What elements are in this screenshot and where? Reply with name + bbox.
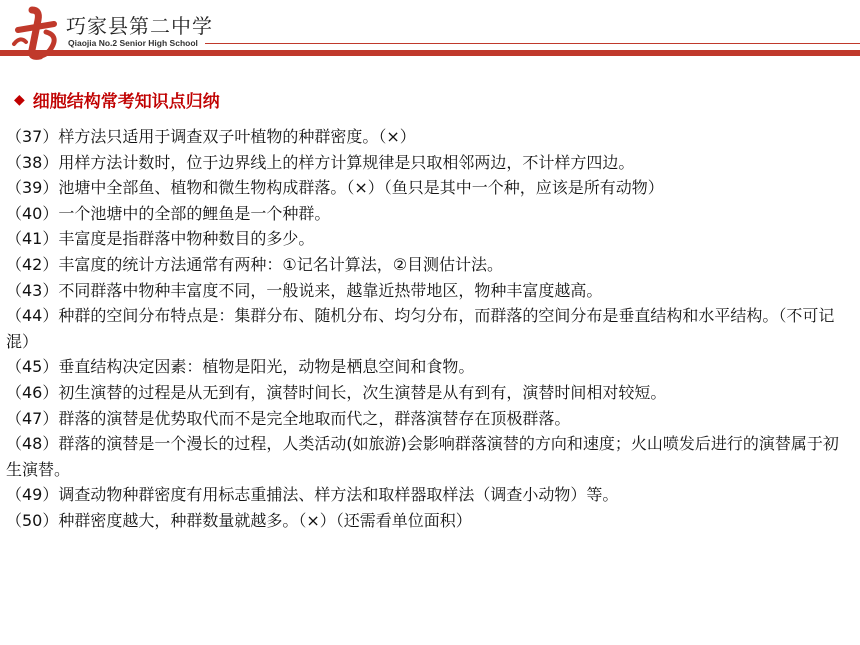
knowledge-list [6,124,854,534]
section-title [14,87,220,112]
list-item: （39）池塘中全部鱼、植物和微生物构成群落。（×）（鱼只是其中一个种，应该是所有动物） [6,178,664,198]
header-rule-thin [205,43,860,44]
list-item: （49）调查动物种群密度有用标志重捕法、样方法和取样器取样法（调查小动物）等。 [6,485,619,505]
list-item: （42）丰富度的统计方法通常有两种：①记名计算法，②目测估计法。 [6,254,504,274]
list-item: （43）不同群落中物种丰富度不同，一般说来，越靠近热带地区，物种丰富度越高。 [6,280,603,300]
list-item: （50）种群密度越大，种群数量就越多。（×）（还需看单位面积） [6,510,472,530]
section-title-text: 细胞结构常考知识点归纳 [32,92,220,112]
school-name-en: Qiaojia No.2 Senior High School [68,38,198,48]
list-item: （38）用样方法计数时，位于边界线上的样方计算规律是只取相邻两边，不计样方四边。 [6,152,635,172]
header-rule-thick [0,50,860,56]
list-item: （44）种群的空间分布特点是：集群分布、随机分布、均匀分布，而群落的空间分布是垂直结构和水平结构。（不可记混） [6,306,835,351]
header [0,0,860,80]
list-item: （40）一个池塘中的全部的鲤鱼是一个种群。 [6,203,331,223]
list-item: （41）丰富度是指群落中物种数目的多少。 [6,229,315,249]
list-item: （45）垂直结构决定因素：植物是阳光，动物是栖息空间和食物。 [6,357,475,377]
list-item: （37）样方法只适用于调查双子叶植物的种群密度。（×） [6,127,416,146]
list-item: （47）群落的演替是优势取代而不是完全地取而代之，群落演替存在顶极群落。 [6,408,571,428]
list-item: （46）初生演替的过程是从无到有，演替时间长，次生演替是从有到有，演替时间相对较短。 [6,382,667,402]
list-item: （48）群落的演替是一个漫长的过程，人类活动(如旅游)会影响群落演替的方向和速度；火山喷发后进行的演替属于初生演替。 [6,434,839,479]
school-name: 巧家县第二中学 [66,14,213,38]
diamond-bullet-icon: ◆ [14,91,25,108]
